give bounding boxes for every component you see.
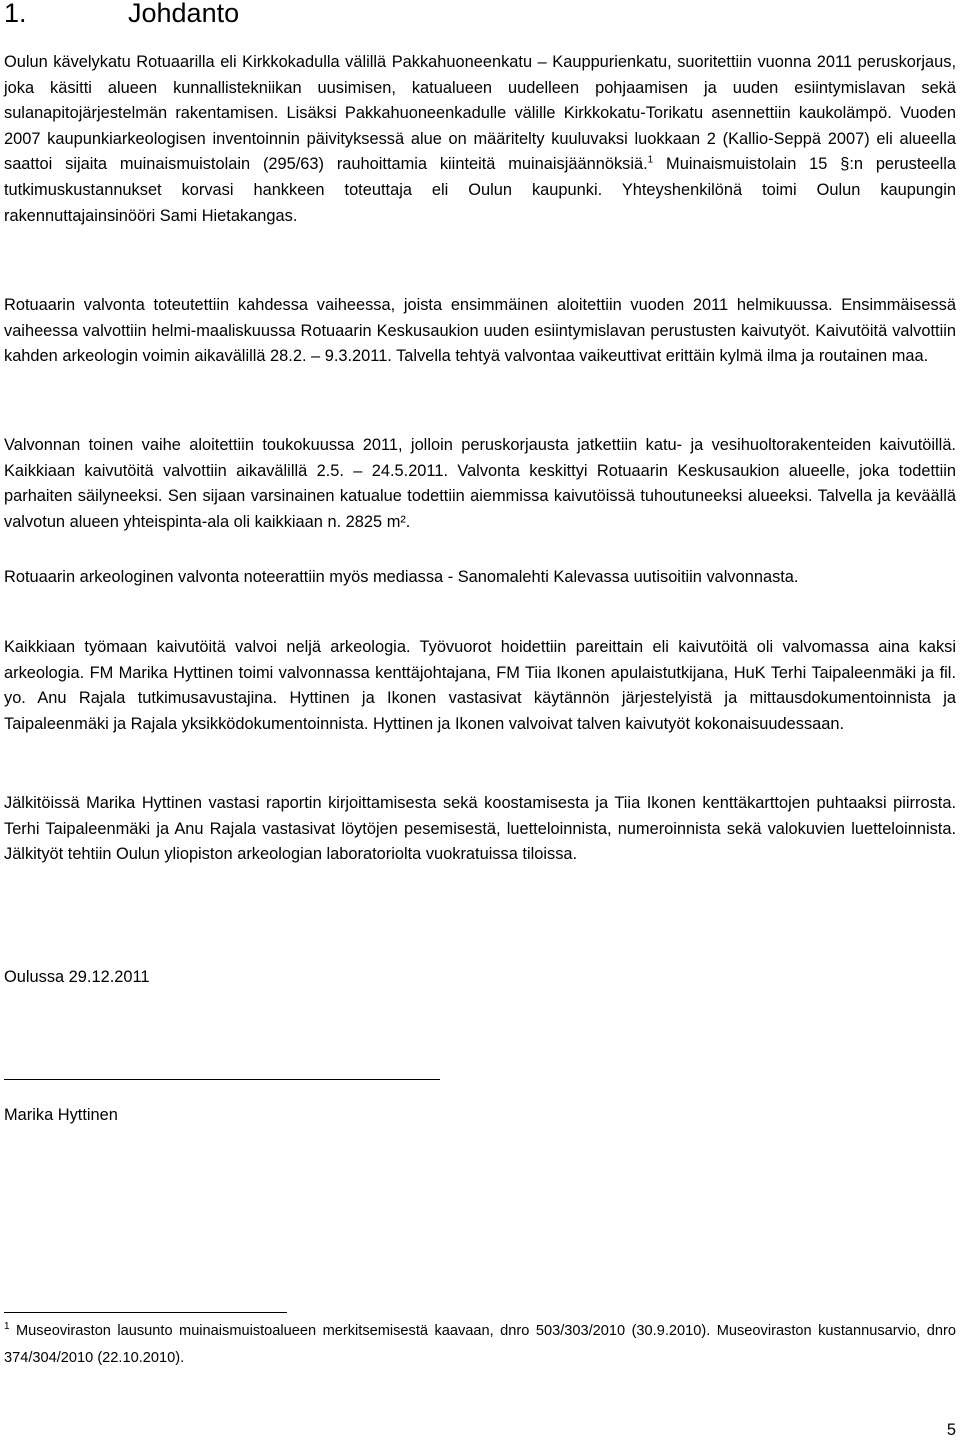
section-heading [4, 0, 239, 30]
paragraph-intro [4, 50, 956, 229]
footnote-separator [4, 1312, 287, 1313]
footnote-reference: 1 [647, 154, 654, 166]
footnote-text: Museoviraston lausunto muinaismuistoalueen merkitsemisestä kaavaan, dnro 503/303/2010 (30.9.2010). Museoviraston kustannusarvio, dnro 374/304/2010 (22.10.2010). [4, 1323, 956, 1366]
paragraph-media: Rotuaarin arkeologinen valvonta noteerattiin myös mediassa - Sanomalehti Kalevassa uutisoitiin valvonnasta. [4, 568, 799, 586]
place-date: Oulussa 29.12.2011 [4, 968, 150, 986]
footnote-marker: 1 [4, 1321, 10, 1333]
signature-line [4, 1079, 440, 1080]
paragraph-post-work: Jälkitöissä Marika Hyttinen vastasi raportin kirjoittamisesta sekä koostamisesta ja Tiia Ikonen kenttäkarttojen puhtaaksi piirrosta. Terhi Taipaleenmäki ja Anu Rajala vastasivat löytöjen pesemisestä, luetteloinnista, numeroinnista sekä valokuvien luetteloinnista. Jälkityöt tehtiin Oulun yliopiston arkeologian laboratoriolta vuokratuissa tiloissa. [4, 794, 956, 864]
paragraph-intro-text: Oulun kävelykatu Rotuaarilla eli Kirkkokadulla välillä Pakkahuoneenkatu – Kauppurienkatu, suoritettiin vuonna 2011 peruskorjaus, joka käsitti alueen kunnallistekniikan uusimisen, katualueen uudelleen pohjaamisen ja uuden esiintymislavan sekä sulanapitojärjestelmän rakentamisen. Lisäksi Pakkahuoneenkadulle välille Kirkkokatu-Torikatu asennettiin kaukolämpö. Vuoden 2007 kaupunkiarkeologisen inventoinnin päivityksessä alue on määritelty kuuluvaksi luokkaan 2 (Kallio-Seppä 2007) eli alueella saattoi sijaita muinaismuistolain (295/63) rauhoittamia kiinteitä muinaisjäännöksiä. [4, 53, 956, 174]
signer-name: Marika Hyttinen [4, 1106, 118, 1124]
paragraph-staff: Kaikkiaan työmaan kaivutöitä valvoi neljä arkeologia. Työvuorot hoidettiin pareittain eli kaivutöitä oli valvomassa aina kaksi arkeologia. FM Marika Hyttinen toimi valvonnassa kenttäjohtajana, FM Tiia Ikonen apulaistutkijana, HuK Terhi Taipaleenmäki ja fil. yo. Anu Rajala tutkimusavustajina. Hyttinen ja Ikonen vastasivat käytännön järjestelyistä ja mittausdokumentoinnista ja Taipaleenmäki ja Rajala yksikködokumentoinnista. Hyttinen ja Ikonen valvoivat talven kaivutyöt kokonaisuudessaan. [4, 638, 956, 733]
paragraph-first-phase: Rotuaarin valvonta toteutettiin kahdessa vaiheessa, joista ensimmäinen aloitettiin vuoden 2011 helmikuussa. Ensimmäisessä vaiheessa valvottiin helmi-maaliskuussa Rotuaarin Keskusaukion uuden esiintymislavan perustusten kaivutyöt. Kaivutöitä valvottiin kahden arkeologin voimin aikavälillä 28.2. – 9.3.2011. Talvella tehtyä valvontaa vaikeuttivat erittäin kylmä ilma ja routainen maa. [4, 296, 956, 366]
paragraph-intro-text-cont: Muinaismuistolain 15 §:n perusteella tutkimuskustannukset korvasi hankkeen toteuttaja eli Oulun kaupunki. Yhteyshenkilönä toimi Oulun kaupungin rakennuttajainsinööri Sami Hietakangas. [4, 155, 956, 225]
paragraph-second-phase: Valvonnan toinen vaihe aloitettiin toukokuussa 2011, jolloin peruskorjausta jatkettiin katu- ja vesihuoltorakenteiden kaivutöillä. Kaikkiaan kaivutöitä valvottiin aikavälillä 2.5. – 24.5.2011. Valvonta keskittyi Rotuaarin Keskusaukion alueelle, joka todettiin parhaiten säilyneeksi. Sen sijaan varsinainen katualue todettiin aiemmissa kaivutöissä tuhoutuneeksi alueeksi. Talvella ja keväällä valvotun alueen yhteispinta-ala oli kaikkiaan n. 2825 m². [4, 436, 956, 531]
page-number: 5 [946, 1421, 956, 1439]
footnote [4, 1318, 956, 1372]
section-number: 1. [4, 0, 27, 28]
section-title: Johdanto [128, 0, 240, 28]
